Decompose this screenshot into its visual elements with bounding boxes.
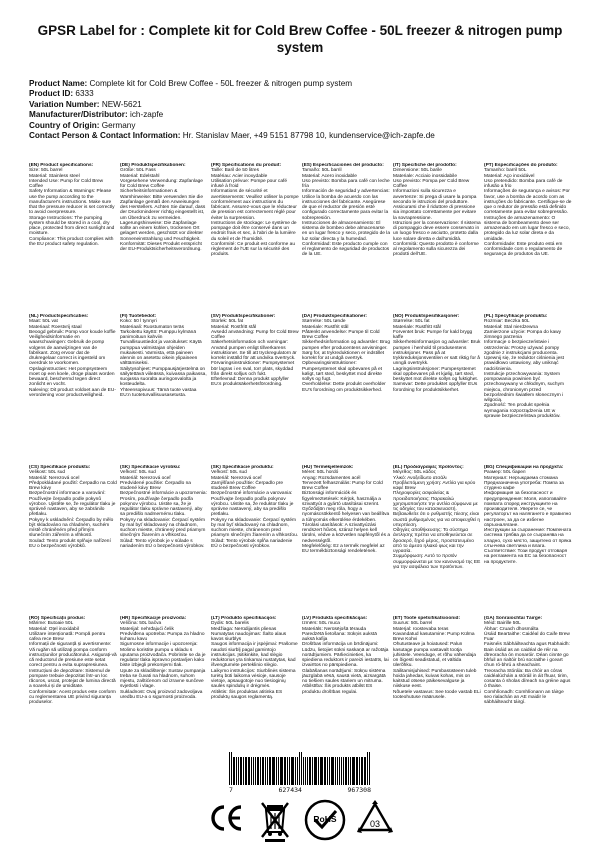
spec-heading: (NO) Produktspesifikasjoner: [393, 314, 460, 319]
spec-body: Storlek: 50L fat Material: Rostfritt stål Avsedd användning: Pump för Cold Brew Coffee Säkerhetsinformation och varningar: Använd pumpen enligt tillverkarens instruktioner. Se till att tryckregulatorn är korrekt inställd för att undvika övertryck. Förvaringsinstruktioner: Pumpsystemet bör lagras i en sval, torr plats, skyddad från direkt solljus och fukt. Efterlevnad: Denna produkt uppfyller EU:s produktsäkerhetsförordning. [211, 319, 299, 388]
barcode-bar [229, 752, 230, 785]
spec-body: Maat: 50L vat Materiaal: Roestvrij staal Beoogd gebruik: Pomp voor koude koffie Veiligheidsinformatie en waarschuwingen: Gebruik de pomp volgens de aanwijzingen van de fabrikant. Zorg ervoor dat de drukregelaar correct is ingesteld om overdruk te voorkomen. Opslaginstructies: Het pompsysteem moet op een koele, droge plaats worden bewaard, beschermd tegen direct zonlicht en vocht. Naleving: Dit product voldoet aan de EU-verordening voor productveiligheid. [29, 319, 116, 398]
barcode-bar [350, 757, 351, 785]
spec-body: Size: 50L barrel Material: Stainless steel Intended Use: Pump for Cold Brew Coffee Safety Information & Warnings: Please use the pump according to the manufacturer's instructions. Make sure that the pressure reducer is set correctly to avoid overpressure. Storage Instructions: The pumping system should be stored in a cool, dry place, protected from direct sunlight and moisture. Compliance: This product complies with the EU product safety regulation. [29, 168, 115, 247]
barcode-bar [299, 752, 301, 785]
barcode [229, 757, 371, 795]
info-row [29, 79, 589, 89]
spec-block [393, 465, 484, 611]
barcode-bar [305, 757, 306, 785]
spec-body: Veľkosť: 50L sud Materiál: Nerezová oceľ Predvidené použitie: Čerpadlo na studené kávy Brew Bezpečnostné informácie a upozornenia: Prosím, používajte čerpadlo podľa pokynov výrobcu. Uistite sa, že je regulátor tlaku správne nastavený, aby sa predišlo nadmernému tlaku. Pokyny na skladovanie: Čerpací systém by mal byť skladovaný na chladnom, suchom mieste, chránený pred priamym slnečným žiarením a vlhkosťou. Súlad: Tento výrobok je v súlade s nariadením EÚ o bezpečnosti výrobkov. [120, 470, 207, 549]
spec-block [484, 163, 575, 309]
barcode-bar [231, 752, 232, 785]
info-label: Variation Number: [29, 99, 100, 109]
barcode-bar [337, 757, 338, 785]
spec-body: Размер: 50L барел Материал: Неръждаема стомана Предназначена употреба: Помпа за студено кафе Информация за безопасност и предупреждения: Моля, използвайте помпата според инструкциите на производителя. Уверете се, че регулаторът на налягането е правилно настроен, за да се избегне свръхналягане. Инструкции за съхранение: Помпената система трябва да се съхранява на хладно, сухо място, защитено от пряка слънчева светлина и влага. Съответствие: Този продукт отговаря на регламента на ЕС за безопасност на продуктите. [484, 470, 572, 565]
barcode-bar [361, 757, 362, 785]
barcode-bar [359, 757, 360, 785]
barcode-bar [324, 757, 326, 785]
weee-bin-icon [258, 798, 292, 842]
recycle-03-icon [354, 798, 396, 842]
info-value: Germany [101, 120, 136, 130]
spec-heading: (SV) Produktspecifikationer: [211, 314, 276, 319]
barcode-bar [367, 752, 368, 785]
product-info [29, 79, 589, 141]
barcode-bar [318, 757, 319, 785]
barcode-bar [287, 757, 288, 785]
spec-block [120, 616, 211, 762]
info-row [29, 100, 589, 110]
info-value: ich-zapfe [130, 110, 164, 120]
info-row [29, 131, 589, 141]
barcode-bar [240, 757, 243, 785]
barcode-bar [321, 757, 323, 785]
barcode-bar [284, 757, 286, 785]
spec-heading: (PT) Especificações do produto: [484, 163, 558, 168]
barcode-bar [281, 757, 283, 785]
barcode-bar [257, 757, 260, 785]
barcode-bar [243, 757, 244, 785]
info-label: Product ID: [29, 89, 74, 99]
barcode-bar [272, 757, 275, 785]
spec-heading: (NL) Productspecificaties: [29, 314, 89, 319]
barcode-bar [265, 757, 266, 785]
spec-body: Tamaño: 50L barril Material: Acero inoxidable Uso previsto: Bomba para café con leche fría Información de seguridad y advertencias: Utilice la bomba de acuerdo con las instrucciones del fabricante. Asegúrese de que el reductor de presión esté configurado correctamente para evitar la sobrepresión. Instrucciones de almacenamiento: El sistema de bombeo debe almacenarse en un lugar fresco y seco, protegido de la luz solar directa y la humedad. Conformidad: Este producto cumple con el reglamento de seguridad de productos de la UE. [302, 168, 390, 258]
spec-block [484, 314, 575, 460]
spec-block [29, 163, 120, 309]
info-label: Country of Origin: [29, 120, 100, 130]
barcode-digits [229, 786, 371, 794]
info-label: Contact Person & Contact Information: [29, 131, 181, 141]
barcode-digit-group: 967308 [347, 786, 371, 794]
barcode-bar [339, 757, 341, 785]
page-title: GPSR Label for : Complete kit for Cold Brew Coffee - 50L freezer & nitrogen pump system [37, 23, 563, 55]
ce-mark-icon [207, 798, 247, 838]
barcode-bar [312, 757, 313, 785]
spec-heading: (RO) Specificații produs: [29, 616, 86, 621]
spec-heading: (FI) Tuotetiedot: [120, 314, 157, 319]
barcode-bar [267, 757, 268, 785]
spec-heading: (EN) Product specifications: [29, 163, 94, 168]
spec-body: Størrelse: 50L fat Materiale: Rustfritt stål Forventet bruk: Pumpe for kald brygg kaffe Sikkerhetsinformasjon og advarsler: Bruk pumpen i henhold til produsentens instruksjoner. Pass på at trykkreduksjonsventilen er satt riktig for å unngå overtrykk. Lagringsinstruksjoner: Pumpesystemet skal oppbevares på et kjølig, tørt sted, beskyttet mot direkte sollys og fuktighet. Samsvar: Dette produktet oppfyller EUs forordning for produktsikkerhet. [393, 319, 481, 393]
spec-body: Koko: 50 l tynnyri Materiaali: Ruostumaton teräs Tarkoitettu käyttö: Pumppu kylmänä panimoituun kahviin Turvallisuustiedot ja varoitukset: Käytä pumppua valmistajan ohjeiden mukaisesti. Varmista, että paineen alennin on asetettu oikein ylipaineen välttämiseksi. Säilytysohjeet: Pumppausjärjestelmä on säilytettävä viileässä, kuivassa paikassa, suojassa suoralta auringonvalolta ja kosteudelta. Yhteensopivuus: Tämä tuote vastaa EU:n tuoteturvallisuusasetusta. [120, 319, 207, 398]
barcode-digit-group: 7 [229, 786, 233, 794]
barcode-bar [245, 757, 247, 785]
barcode-bar [327, 757, 328, 785]
barcode-bar [329, 757, 330, 785]
barcode-bar [303, 757, 304, 785]
spec-body: Μέγεθος: 50L κάδος Υλικό: Ανοξείδωτο ατσάλι Προβλεπόμενη χρήση: Αντλία για κρύο καφέ Brew Πληροφορίες ασφαλείας & προειδοποιήσεις: Παρακαλώ χρησιμοποιήστε την αντλία σύμφωνα με τις οδηγίες του κατασκευαστή. Βεβαιωθείτε ότι ο ρυθμιστής πίεσης είναι σωστά ρυθμισμένος για να αποφευχθεί η υπερπίεση. Οδηγίες αποθήκευσης: Το σύστημα άντλησης πρέπει να αποθηκεύεται σε δροσερό, ξηρό μέρος, προστατευμένο από το άμεσο ηλιακό φως και την υγρασία. Συμμόρφωση: Αυτό το προϊόν συμμορφώνεται με τον κανονισμό της ΕΕ για την ασφάλεια των προϊόντων. [393, 470, 481, 570]
spec-row [29, 314, 575, 460]
barcode-bar [348, 757, 349, 785]
barcode-bar [335, 757, 336, 785]
barcode-bar [295, 757, 296, 785]
spec-heading: (ES) Especificaciones del producto: [302, 163, 384, 168]
spec-body: Tamanho: barril 50L Material: Aço inoxidável Uso pretendido: Bomba para café de infusão a frio Informações de segurança e avisos: Por favor, use a bomba de acordo com as instruções do fabricante. Certifique-se de que o redutor de pressão está definido corretamente para evitar sobrepressão. Instruções de armazenamento: O sistema de bombeamento deve ser armazenado em um lugar fresco e seco, protegido da luz solar direta e da umidade. Conformidade: Este produto está em conformidade com o regulamento de segurança de produtos da UE. [484, 168, 572, 258]
barcode-bar [352, 757, 355, 785]
spec-block [393, 163, 484, 309]
spec-body: Dimensione: 50L barile Materiale: Acciaio inossidabile Uso previsto: Pompa per Cold Brew Coffee Informazioni sulla sicurezza e avvertenze: Si prega di usare la pompa secondo le istruzioni del produttore. Assicurarsi che il riduttore di pressione sia impostato correttamente per evitare la sovrapressione. Istruzioni per la conservazione: Il sistema di pompaggio deve essere conservato in un luogo fresco e asciutto, protetto dalla luce solare diretta e dall'umidità. Conformità: Questo prodotto è conforme al regolamento sulla sicurezza dei prodotti dell'UE. [393, 168, 481, 258]
spec-block [393, 616, 484, 762]
spec-block [29, 616, 120, 762]
barcode-bar [291, 757, 294, 785]
spec-heading: (DA) Produktspecifikationer: [302, 314, 368, 319]
barcode-bar [238, 757, 239, 785]
barcode-bar [278, 757, 279, 785]
spec-row [29, 465, 575, 611]
barcode-bar [356, 757, 358, 785]
spec-heading: (LV) Produkta specifikācijas: [302, 616, 368, 621]
info-value: Complete kit for Cold Brew Coffee - 50L freezer & nitrogen pump system [89, 79, 353, 88]
spec-block [211, 163, 302, 309]
spec-body: Izmērs: 50L muca Materiāls: Nerūsējošā tērauda Paredzētā lietošana: Sūkņis aukstā auksā kafija Drošības informācija un brīdinājumi: Lūdzu, lietojiet sūkni saskaņā ar ražotāja norādījumiem. Pārliecinieties, ka spiediena reduktors ir pareizi iestatīts, lai izvairītos no pārspiediena. Glabāšanas norādījumi: Sūkņu sistēma jāuzglabā vēsā, sausā vietā, aizsargātā no tiešiem saules stariem un mitruma. Atbilstība: Šis produkts atbilst ES produktu drošības regulai. [302, 621, 389, 695]
spec-body: Größe: 50L Fass Material: Edelstahl Vorgesehene Verwendung: Zapfanlage für Cold Brew Coffee Sicherheitsinformationen & Warnhinweise: Bitte verwenden Sie die Zapfanlage gemäß den Anweisungen des Herstellers. Achten Sie darauf, dass der Druckminderer richtig eingestellt ist, um Überdruck zu vermeiden. Lagerungshinweise: Die Zapfanlage sollte an einem kühlen, trockenen Ort gelagert werden, geschützt vor direkter Sonneneinstrahlung und Feuchtigkeit. Konformität: Dieses Produkt entspricht der EU-Produktsicherheitsverordnung. [120, 168, 206, 252]
spec-body: Méid: Bairille 50L Ábhar: Cruach dhosmálta Úsáid Beartaithe: Caidéal do Caife Brew Fuar Faisnéis Sábháilteachta agus Rabhaidh: Bain úsáid as an caidéal de réir na dtreoracha ón monaróir. Déan cinnte go bhfuil an rialtóir brú socraithe i gceart chun ró-bhrú a sheachaint. Treoracha Stórála: Ba chóir an córas caidéalúcháin a stóráil in áit fhuar, tirim, cosanta ó sholas díreach na gréine agus ó thaise. Comhlíonadh: Comhlíonann an táirge seo rialachán an AE maidir le sábháilteacht táirgí. [484, 621, 571, 705]
spec-heading: (CS) Specifikace produktu: [29, 465, 91, 470]
spec-block [484, 465, 575, 611]
spec-heading: (SK) Špecifikácie produktu: [211, 465, 274, 470]
spec-row [29, 163, 575, 309]
barcode-bar [253, 757, 254, 785]
spec-body: Veľkosť: 50L sud Materiál: Nerezová oceľ Zamýšľané použitie: Čerpadlo pre studené Brew Coffee Bezpečnostné informácie a varovania: Používajte čerpadlo podľa pokynov výrobcu. Uistite sa, že reduktor tlaku je správne nastavený, aby sa predišlo pretlaku. Pokyny na skladovanie: Čerpací systém by mal byť skladovaný na chladnom, suchom mieste, chránenom pred priamym slnečným žiarením a vlhkosťou. Súlad: Tento výrobok spĺňa nariadenie EÚ o bezpečnosti výrobkov. [211, 470, 299, 549]
barcode-bar [260, 757, 261, 785]
barcode-bar [307, 757, 308, 785]
barcode-bar [262, 757, 264, 785]
spec-heading: (BG) Спецификации на продукта: [484, 465, 564, 470]
svg-text:03: 03 [369, 819, 381, 829]
info-row [29, 89, 589, 99]
barcode-bar [343, 757, 344, 785]
spec-body: Rozmiar: Beczka 50L Materiał: Stal nierdzewna Zamierzone użycie: Pompa do kawy zimnego parzenia Informacje o bezpieczeństwie i ostrzeżenia: Proszę używać pompy zgodnie z instrukcjami producenta. Upewnij się, że reduktor ciśnienia jest prawidłowo ustawiony, aby uniknąć nadciśnienia. Instrukcje przechowywania: System pompowania powinien być przechowywany w chłodnym, suchym miejscu, chronionym przed bezpośrednim światłem słonecznym i wilgocią. Zgodność: Ten produkt spełnia wymagania rozporządzenia UE w sprawie bezpieczeństwa produktów. [484, 319, 564, 419]
barcode-bar [255, 757, 256, 785]
barcode-bars [229, 757, 371, 785]
spec-heading: (HU) Termékjellemzők: [302, 465, 354, 470]
spec-body: Veličina: 50L bačva Materijal: nehrđajući čelik Predviđena upotreba: Pumpa za hladno kuhanu kavu Sigurnosne informacije i upozorenja: Molimo koristite pumpu u skladu s uputama proizvođača. Pobrinite se da je regulator tlaka ispravno postavljen kako biste izbjegli prekomjerni tlak. Upute za skladištenje: Sustav pumpanja treba se čuvati na hladnom, suhom mjestu, zaštićenom od izravne sunčeve svjetlosti i vlage. Sukladnost: Ovaj proizvod zadovoljava uredbu EU-a o sigurnosti proizvoda. [120, 621, 206, 700]
info-value: NEW-5621 [101, 99, 142, 109]
spec-heading: (DE) Produktspezifikationen: [120, 163, 186, 168]
barcode-bar [309, 757, 311, 785]
barcode-bar [314, 757, 317, 785]
spec-block [120, 163, 211, 309]
barcode-bar [276, 757, 277, 785]
barcode-bar [280, 757, 281, 785]
spec-block [211, 616, 302, 762]
barcode-bar [364, 757, 366, 785]
info-row [29, 121, 589, 131]
spec-heading: (LT) Produkto specifikacijos: [211, 616, 277, 621]
info-label: Product Name: [29, 79, 88, 88]
barcode-bar [233, 757, 235, 785]
barcode-bar [251, 757, 252, 785]
spec-heading: (HR) Specifikacije proizvoda: [120, 616, 187, 621]
barcode-bar [362, 757, 363, 785]
spec-block [302, 163, 393, 309]
barcode-digit-group: 627434 [278, 786, 302, 794]
spec-heading: (EL) Προδιαγραφές προϊόντος: [393, 465, 464, 470]
spec-block [211, 465, 302, 611]
barcode-bar [341, 757, 342, 785]
spec-heading: (GA) Sonraíochtaí Táirge: [484, 616, 543, 621]
barcode-bar [320, 757, 321, 785]
spec-block [120, 465, 211, 611]
rohs-icon [303, 798, 347, 842]
spec-body: Velikost: 50L sud Materiál: Nerezová ocel Předpokládané použití: Čerpadlo na Cold Brew kávy Bezpečnostní informace a varování: Používejte čerpadlo podle pokynů výrobce. Ujistěte se, že regulátor tlaku je správně nastaven, aby se zabránilo přetlaku. Pokyny k uskladnění: Čerpadlo by mělo být skladováno na chladném, suchém místě chráněném před přímým slunečním zářením a vlhkostí. Soulad: Tento produkt splňuje nařízení EU o bezpečnosti výrobků. [29, 470, 117, 549]
spec-body: Mărime: Butoaie 50L Material: Oțel inoxidabil Utilizare intenționată: Pompă pentru cafea rece Brew Informații de siguranță și avertismente: Vă rugăm să utilizați pompa conform instrucțiunilor producătorului. Asigurați-vă că reductorul de presiune este setat corect pentru a evita suprapresiunea. Instrucțiuni de depozitare: Sistemul de pompare trebuie depozitat într-un loc răcoros, uscat, protejat de lumina directă a soarelui și de umiditate. Conformitate: Acest produs este conform cu reglementarea UE privind siguranța produselor. [29, 621, 117, 705]
spec-body: Taille: Baril de 50 litres Matériau: Acier inoxydable Utilisation prévue: Pompe pour café infusé à froid Informations de sécurité et avertissements: Veuillez utiliser la pompe conformément aux instructions du fabricant. Assurez-vous que le réducteur de pression est correctement réglé pour éviter la surpression. Instructions de stockage: Le système de pompage doit être conservé dans un endroit frais et sec, à l'abri de la lumière du soleil et de l'humidité. Conformité: Ce produit est conforme au règlement de l'UE sur la sécurité des produits. [211, 168, 299, 258]
barcode-bar [236, 757, 237, 785]
barcode-bar [369, 752, 370, 785]
spec-heading: (FR) Spécifications du produit: [211, 163, 282, 168]
spec-row [29, 616, 575, 762]
barcode-bar [345, 757, 347, 785]
barcode-bar [301, 752, 302, 785]
spec-heading: (IT) Specifiche del prodotto: [393, 163, 457, 168]
barcode-bar [331, 757, 334, 785]
spec-heading: (PL) Specyfikacje produktu: [484, 314, 548, 319]
svg-text:RoHS: RoHS [313, 814, 337, 824]
spec-block [302, 465, 393, 611]
info-row [29, 110, 589, 120]
spec-grid [29, 163, 575, 767]
spec-block [302, 314, 393, 460]
spec-block [29, 465, 120, 611]
barcode-bar [248, 757, 250, 785]
spec-block [211, 314, 302, 460]
spec-heading: (ET) Toote spetsifikatsioonid: [393, 616, 461, 621]
spec-body: Suurus: 50L barrel Materjal: roostevaba teras Kavandatud kasutamine: Pump Külma Brew Kohvi Ohutusteave ja hoiatused: Palun kasutage pumpa vastavalt tootja juhistele. Veenduge, et rõhu vähendaja on õigesti seadistatud, et vältida ülerõhku. Säilitamisjuhised: Pumbasüsteem tuleb hoida jahedas, kuivas kohas, mis on kaitstud otsese päikesevalguse ja niiskuse eest. Nõuetele vastavus: See toode vastab ELi tooteohutuse määrusele. [393, 621, 481, 700]
spec-body: Størrelse: 50L tønde Materiale: Rustfrit stål Påtænkt anvendelse: Pumpe til Cold Brew Coffee Sikkerhedsinformation og advarsler: Brug pumpen efter producentens anvisninger. Sørg for, at trykreduktionen er indstillet korrekt for at undgå overtryk. Opbevaringsinstruktioner: Pumpesystemet skal opbevares på et køligt, tørt sted, beskyttet mod direkte sollys og fugt. Overholdelse: Dette produkt overholder EU's forordning om produktsikkerhed. [302, 319, 390, 393]
spec-block [484, 616, 575, 762]
compliance-icons [0, 796, 600, 846]
spec-block [29, 314, 120, 460]
spec-body: Méret: 50L hordó Anyag: Rozsdamentes acél Tervezett felhasználás: Pump for Cold Brew Coffee Biztonsági információk és figyelmeztetések: Kérjük, használja a szivattyút a gyártó utasításai szerint. Győződjön meg róla, hogy a nyomáscsökkentő helyesen van beállítva a túlnyomás elkerülése érdekében. Tárolási utasítások: A szivattyúzási rendszert hűvös, száraz helyen kell tárolni, védve a közvetlen napfénytől és a nedvességtől. Megfelelőség: Ez a termék megfelel az EU termékbiztonsági rendeletének. [302, 470, 390, 554]
barcode-bar [297, 757, 298, 785]
info-value: Hr. Stanislav Maer, +49 5151 87798 10, kundenservice@ich-zapfe.de [182, 131, 435, 141]
info-value: 6333 [75, 89, 94, 99]
spec-heading: (SK) Špecifikácie výrobku: [120, 465, 181, 470]
spec-block [302, 616, 393, 762]
spec-block [393, 314, 484, 460]
info-label: Manufacturer/Distributor: [29, 110, 128, 120]
barcode-bar [289, 757, 290, 785]
spec-block [120, 314, 211, 460]
spec-body: Dydis: 50L barelis Medžiaga: Nerūdijantis plienas Numatytas naudojimas: Šalto alaus kavos siurblys Saugos informacija ir įspėjimai: Prašome naudoti siurblį pagal gamintojo instrukcijas. Įsitikinkite, kad slėgio reduktorius yra tinkamai nustatytas, kad išvengtumėte perteklinio slėgio. Laikymo instrukcijos: Siurblinės sistema turėtų būti laikoma vėsioje, sausoje vietoje, apsaugotoje nuo tiesioginių saulės spindulių ir drėgmės. Atitiktis: Šis produktas atitinka ES produktų saugos reglamentą. [211, 621, 298, 700]
barcode-bar [269, 757, 271, 785]
